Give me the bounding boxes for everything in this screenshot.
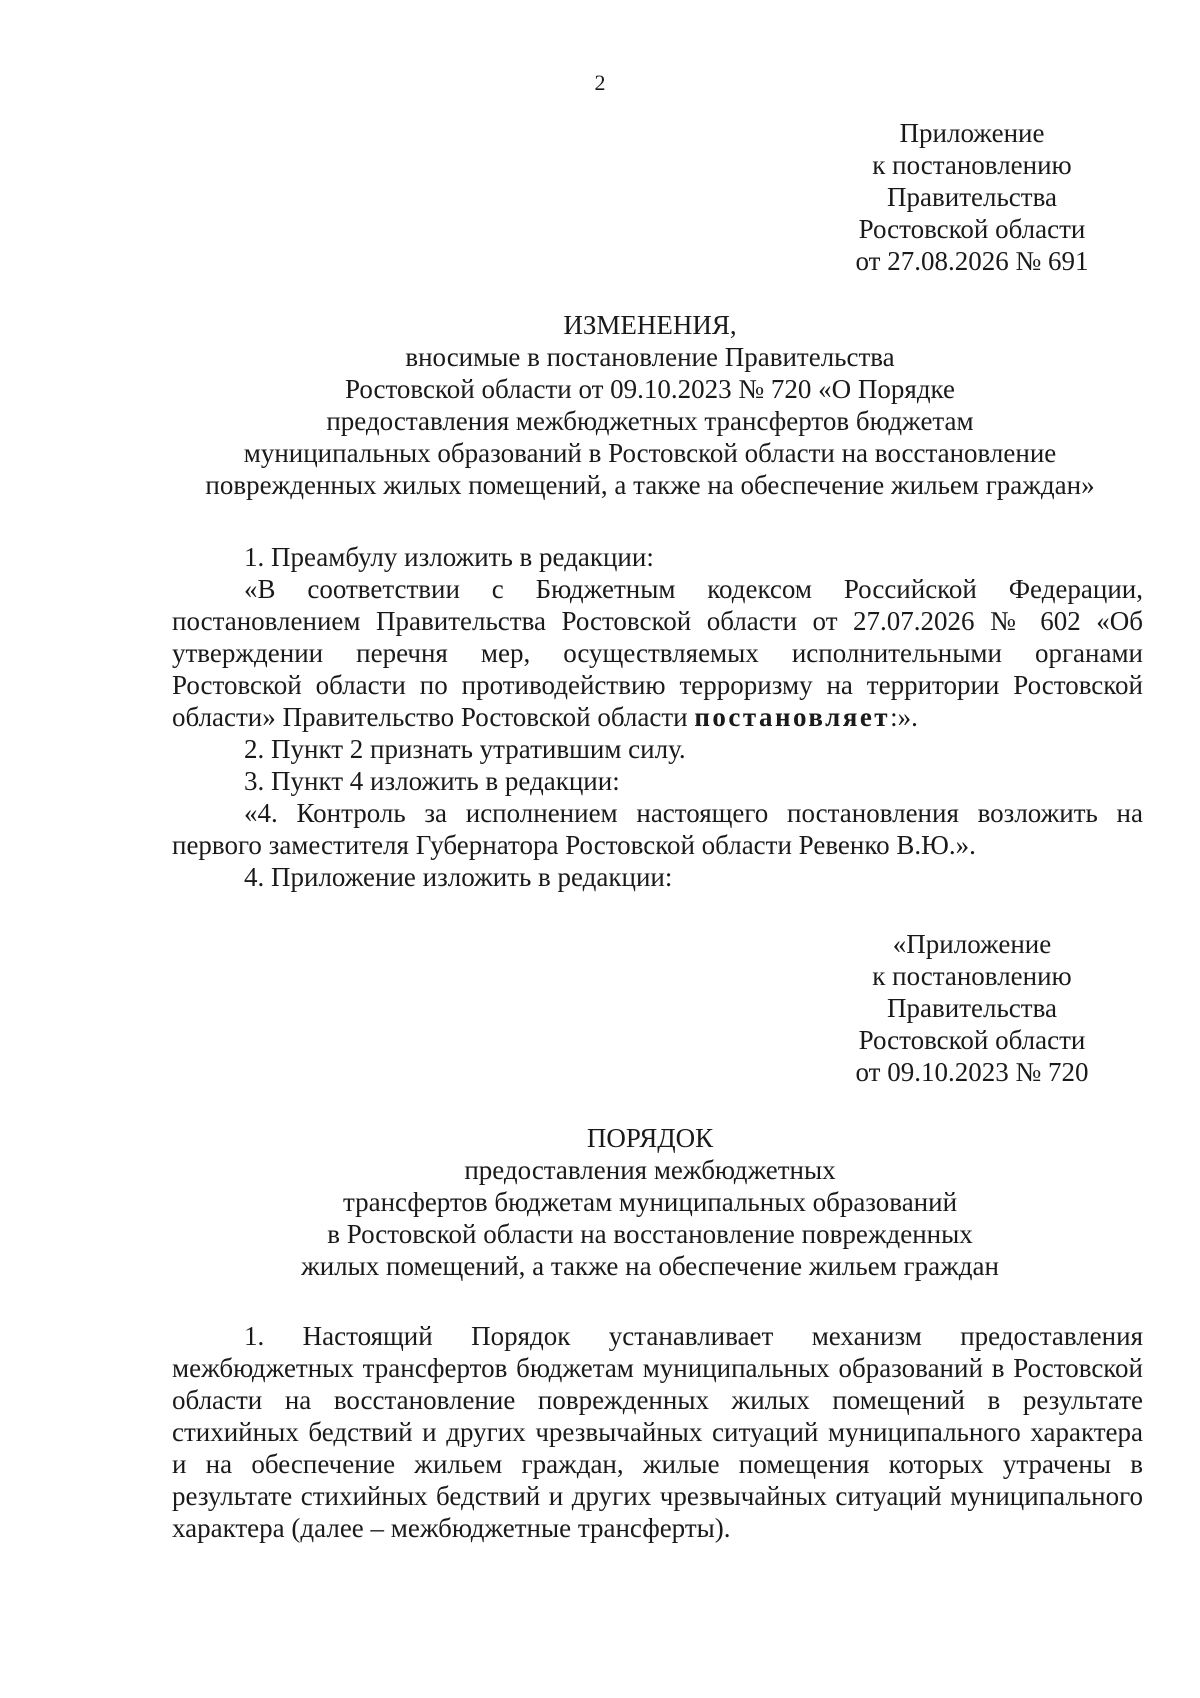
attachment-line: Ростовской области	[858, 1025, 1086, 1055]
preamble-quote	[172, 573, 1143, 733]
order-title-line: жилых помещений, а также на обеспечение жильем граждан	[301, 1251, 999, 1281]
changes-title	[150, 309, 1150, 501]
attachment-line: от 09.10.2023 № 720	[855, 1057, 1089, 1087]
attachment-stamp-top	[792, 117, 1152, 277]
changes-title-line: поврежденных жилых помещений, а также на обеспечение жильем граждан»	[205, 470, 1095, 500]
changes-title-line: вносимые в постановление Правительства	[405, 342, 895, 372]
order-heading: ПОРЯДОК	[586, 1123, 714, 1153]
order-body	[172, 1320, 1143, 1544]
paragraph-2: 2. Пункт 2 признать утратившим силу.	[244, 734, 686, 764]
changes-heading: ИЗМЕНЕНИЯ,	[563, 310, 737, 340]
paragraph-3: 3. Пункт 4 изложить в редакции:	[244, 766, 620, 796]
attachment-line: Приложение	[899, 118, 1045, 148]
changes-title-line: предоставления межбюджетных трансфертов бюджетам	[326, 406, 974, 436]
attachment-line: «Приложение	[892, 929, 1052, 959]
paragraph-3-quote: «4. Контроль за исполнением настоящего постановления возложить на первого заместителя Губернатора Ростовской области Ревенко В.Ю.».	[172, 798, 1143, 860]
changes-title-line: муниципальных образований в Ростовской области на восстановление	[243, 438, 1057, 468]
attachment-line: к постановлению	[872, 150, 1072, 180]
preamble-quote-bold: постановляет	[694, 702, 891, 732]
order-title	[150, 1122, 1150, 1282]
changes-title-line: Ростовской области от 09.10.2023 № 720 «О Порядке	[344, 374, 955, 404]
paragraph-1: 1. Преамбулу изложить в редакции:	[244, 542, 654, 572]
preamble-quote-end: :».	[890, 702, 918, 732]
attachment-line: Правительства	[887, 993, 1057, 1023]
changes-body	[172, 541, 1143, 893]
preamble-quote-text: «В соответствии с Бюджетным кодексом Российской Федерации, постановлением Правительства Ростовской области от 27.07.2026 № 602 «Об утверждении перечня мер, осуществляемых исполнительными органами Ростовской области по противодействию терроризму на территории Ростовской области» Правительство Ростовской области	[172, 574, 1143, 732]
attachment-line: Правительства	[887, 182, 1057, 212]
order-title-line: предоставления межбюджетных	[464, 1155, 836, 1185]
page-number: 2	[594, 70, 606, 95]
attachment-line: Ростовской области	[858, 214, 1086, 244]
attachment-line: от 27.08.2026 № 691	[855, 246, 1089, 276]
attachment-line: к постановлению	[872, 961, 1072, 991]
order-title-line: трансфертов бюджетам муниципальных образований	[342, 1187, 958, 1217]
order-title-line: в Ростовской области на восстановление поврежденных	[327, 1219, 973, 1249]
paragraph-4: 4. Приложение изложить в редакции:	[244, 862, 673, 892]
attachment-stamp-mid	[792, 928, 1152, 1088]
order-paragraph-1: 1. Настоящий Порядок устанавливает механизм предоставления межбюджетных трансфертов бюджетам муниципальных образований в Ростовской области на восстановление поврежденных жилых помещений в результате стихийных бедствий и других чрезвычайных ситуаций муниципального характера и на обеспечение жильем граждан, жилые помещения которых утрачены в результате стихийных бедствий и других чрезвычайных ситуаций муниципального характера (далее – межбюджетные трансферты).	[172, 1321, 1143, 1543]
